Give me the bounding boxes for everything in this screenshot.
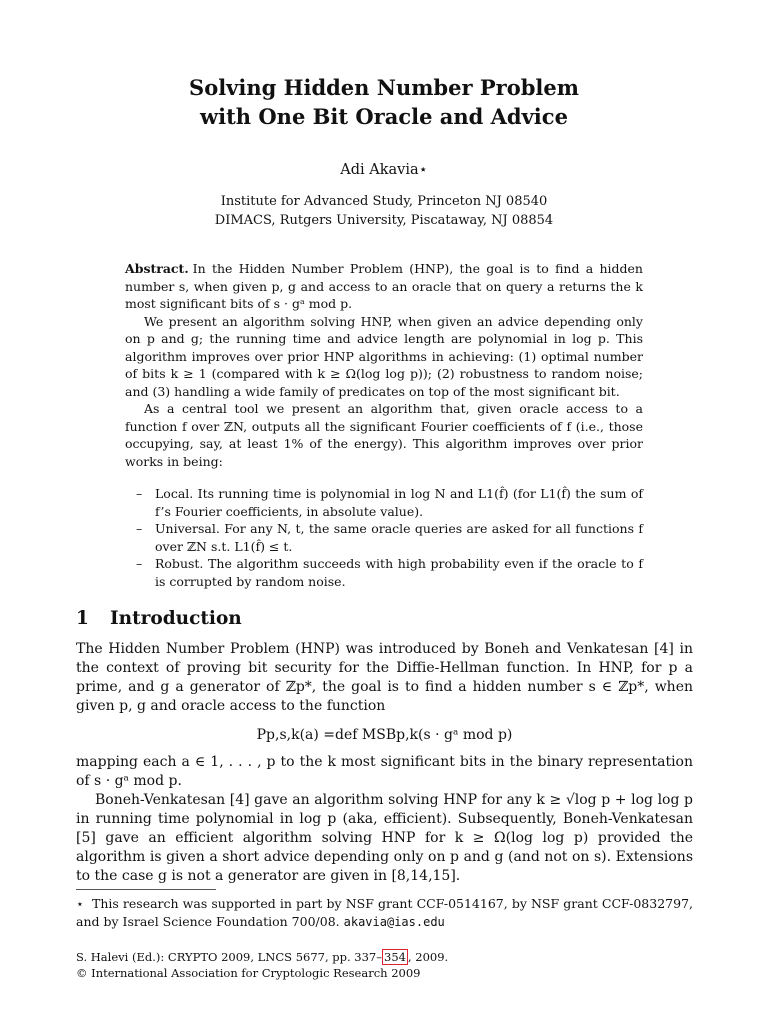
copyright-line: © International Association for Cryptologic Research 2009 <box>76 966 421 980</box>
abstract-label: Abstract. <box>125 261 189 276</box>
list-item-text: Local. Its running time is polynomial in log N and L1(f̂) (for L1(f̂) the sum of f’s Fourier coefficients, in absolute value). <box>155 486 643 519</box>
dash-bullet-icon: – <box>136 556 143 571</box>
dash-bullet-icon: – <box>136 486 143 501</box>
list-item-text: Robust. The algorithm succeeds with high probability even if the oracle to f is corrupted by random noise. <box>155 556 643 589</box>
citation-prefix: S. Halevi (Ed.): CRYPTO 2009, LNCS 5677, pp. 337– <box>76 950 383 964</box>
affiliation-1: Institute for Advanced Study, Princeton NJ 08540 <box>220 194 548 209</box>
paper-title <box>0 73 768 131</box>
section-number: 1 <box>76 608 89 629</box>
abstract-paragraph-2: We present an algorithm solving HNP, when given an advice depending only on p and g; the running time and advice length are polynomial in log p. This algorithm improves over prior HNP algorithms in achieving: (1) optimal number of bits k ≥ 1 (compared with k ≥ Ω(log log p)); (2) robustness to random noise; and (3) handling a wide family of predicates on top of the most significant bit. <box>125 313 643 399</box>
affiliations <box>0 192 768 230</box>
dash-bullet-icon: – <box>136 521 143 536</box>
list-item-text: Universal. For any N, t, the same oracle queries are asked for all functions f over ℤN s.t. L1(f̂) ≤ t. <box>155 521 643 554</box>
abstract-text-1: In the Hidden Number Problem (HNP), the goal is to find a hidden number s, when given p, g and access to an oracle that on query a returns the k most significant bits of s · gᵃ mod p. <box>125 261 643 311</box>
publication-info <box>76 949 448 981</box>
section-heading <box>76 608 242 629</box>
list-item <box>125 555 643 590</box>
introduction-body <box>76 640 693 886</box>
abstract <box>125 260 643 590</box>
citation-suffix: , 2009. <box>407 950 449 964</box>
abstract-paragraph-1 <box>125 260 643 313</box>
intro-paragraph-2: mapping each a ∈ 1, . . . , p to the k most significant bits in the binary representation of s · gᵃ mod p. <box>76 754 693 789</box>
list-item <box>125 485 643 520</box>
publication-citation <box>76 949 448 965</box>
footnote <box>76 895 693 931</box>
footnote-mark: ⋆ <box>76 896 84 911</box>
title-line-1: Solving Hidden Number Problem <box>189 75 579 100</box>
section-title: Introduction <box>110 608 242 629</box>
abstract-feature-list <box>125 485 643 590</box>
author-email-link[interactable]: akavia@ias.edu <box>343 915 445 929</box>
abstract-paragraph-3: As a central tool we present an algorithm that, given oracle access to a function f over ℤN, outputs all the significant Fourier coefficients of f (i.e., those occupying, say, at least 1% of the energy). This algorithm improves over prior works in being: <box>125 401 643 469</box>
affiliation-2: DIMACS, Rutgers University, Piscataway, NJ 08854 <box>214 213 554 228</box>
footnote-divider <box>76 889 216 890</box>
title-line-2: with One Bit Oracle and Advice <box>200 104 568 129</box>
list-item <box>125 520 643 555</box>
intro-paragraph-3: Boneh-Venkatesan [4] gave an algorithm solving HNP for any k ≥ √log p + log log p in running time polynomial in log p (aka, efficient). Subsequently, Boneh-Venkatesan [5] gave an efficient algorithm solving HNP for k ≥ Ω(log log p) provided the algorithm is given a short advice depending only on p and g (and not on s). Extensions to the case g is not a generator are given in [8,14,15]. <box>76 792 693 884</box>
last-page-link[interactable]: 354 <box>384 950 406 964</box>
author-name: Adi Akavia⋆ <box>340 162 428 178</box>
equation-msb-oracle: Pp,s,k(a) =def MSBp,k(s · gᵃ mod p) <box>256 727 513 743</box>
intro-paragraph-1: The Hidden Number Problem (HNP) was introduced by Boneh and Venkatesan [4] in the context of proving bit security for the Diffie-Hellman function. In HNP, for p a prime, and g a generator of ℤp*, the goal is to find a hidden number s ∈ ℤp*, when given p, g and oracle access to the function <box>76 641 693 714</box>
footnote-text: This research was supported in part by NSF grant CCF-0514167, by NSF grant CCF-0832797, and by Israel Science Foundation 700/08. <box>76 896 693 929</box>
